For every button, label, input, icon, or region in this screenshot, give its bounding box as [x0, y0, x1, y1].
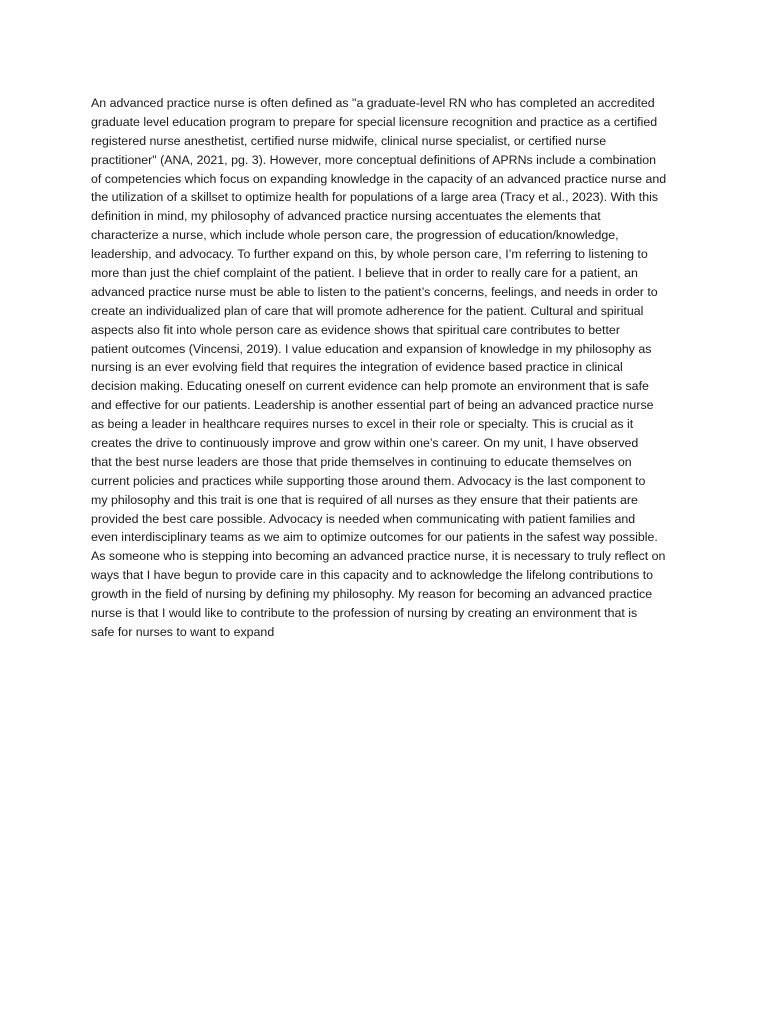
text-line: that the best nurse leaders are those that pride themselves in continuing to educate themselves on [91, 454, 632, 469]
text-line: decision making. Educating oneself on current evidence can help promote an environment that is safe [91, 379, 649, 394]
text-line: registered nurse anesthetist, certified nurse midwife, clinical nurse specialist, or certified nurse [91, 133, 607, 148]
text-line: characterize a nurse, which include whole person care, the progression of education/knowledge, [91, 228, 619, 243]
text-line: as being a leader in healthcare requires nurses to excel in their role or specialty. This is crucial as it [91, 417, 634, 432]
text-line: advanced practice nurse must be able to listen to the patient’s concerns, feelings, and needs in order to [91, 284, 658, 299]
text-line: patient outcomes (Vincensi, 2019). I value education and expansion of knowledge in my philosophy as [91, 341, 652, 356]
text-line: of competencies which focus on expanding knowledge in the capacity of an advanced practice nurse and [91, 171, 667, 186]
text-line: aspects also fit into whole person care as evidence shows that spiritual care contributes to better [91, 322, 620, 337]
text-line: more than just the chief complaint of the patient. I believe that in order to really care for a patient, an [91, 266, 638, 281]
text-line: practitioner" (ANA, 2021, pg. 3). However, more conceptual definitions of APRNs include a combination [91, 152, 657, 167]
text-line: and effective for our patients. Leadership is another essential part of being an advanced practice nurse [91, 398, 654, 413]
text-line: graduate level education program to prepare for special licensure recognition and practice as a certified [91, 114, 658, 129]
text-line: nurse is that I would like to contribute to the profession of nursing by creating an environment that is [91, 606, 638, 621]
text-line: the utilization of a skillset to optimize health for populations of a large area (Tracy et al., 2023). With this [91, 190, 659, 205]
text-line: my philosophy and this trait is one that is required of all nurses as they ensure that their patients are [91, 492, 638, 507]
text-line: safe for nurses to want to expand [91, 624, 275, 639]
text-line: leadership, and advocacy. To further expand on this, by whole person care, I’m referring to listening to [91, 247, 648, 262]
text-line: growth in the field of nursing by defining my philosophy. My reason for becoming an advanced practice [91, 587, 653, 602]
text-line: definition in mind, my philosophy of advanced practice nursing accentuates the elements that [91, 209, 601, 224]
text-line: nursing is an ever evolving field that requires the integration of evidence based practice in clinical [91, 360, 623, 375]
body-paragraph [91, 94, 691, 642]
text-line: creates the drive to continuously improve and grow within one’s career. On my unit, I have observed [91, 436, 639, 451]
text-line: create an individualized plan of care that will promote adherence for the patient. Cultural and spiritual [91, 303, 644, 318]
text-line: ways that I have begun to provide care in this capacity and to acknowledge the lifelong contributions to [91, 568, 654, 583]
text-line: provided the best care possible. Advocacy is needed when communicating with patient families and [91, 511, 636, 526]
text-line: An advanced practice nurse is often defined as "a graduate-level RN who has completed an accredited [91, 96, 655, 110]
text-line: As someone who is stepping into becoming an advanced practice nurse, it is necessary to truly reflect on [91, 549, 666, 564]
text-line: even interdisciplinary teams as we aim to optimize outcomes for our patients in the safest way possible. [91, 530, 658, 545]
text-line: current policies and practices while supporting those around them. Advocacy is the last component to [91, 473, 646, 488]
